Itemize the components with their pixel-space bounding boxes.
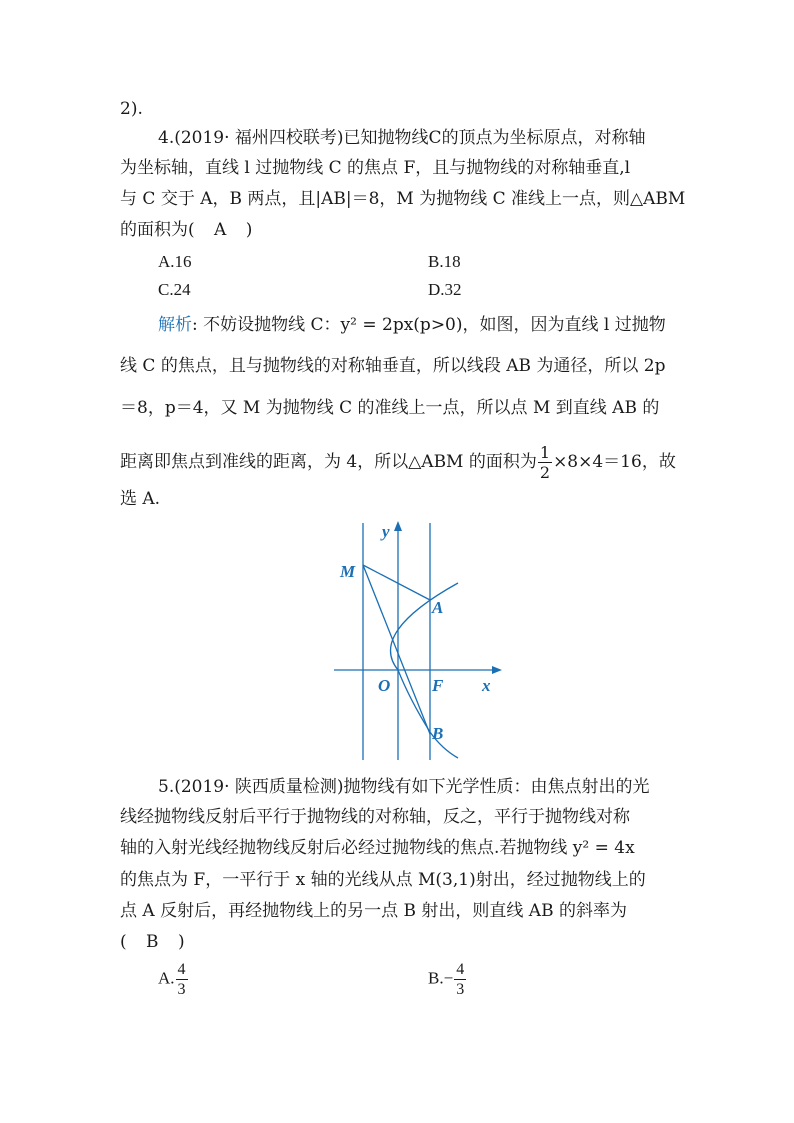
y-axis-arrow	[394, 521, 402, 531]
q5-option-a-numerator: 4	[177, 961, 186, 978]
q4-line-3: 与 C 交于 A，B 两点，且|AB|＝8，M 为抛物线 C 准线上一点，则△ABM	[120, 189, 686, 209]
q4-stem-end: 的面积为(	[120, 220, 195, 240]
q4-option-b: B.18	[428, 252, 461, 271]
x-axis-arrow	[492, 666, 502, 674]
q4-option-c: C.24	[158, 280, 191, 299]
solution-text-1: : 不妨设抛物线 C：y² = 2px(p>0)，如图，因为直线 l 过抛物	[192, 315, 666, 335]
solution-label: 解析	[158, 315, 192, 335]
solution-text-4-end: ×8×4＝16，故	[553, 452, 676, 472]
q4-line-4	[120, 219, 676, 241]
q5-line-2: 线经抛物线反射后平行于抛物线的对称轴，反之，平行于抛物线对称	[120, 807, 630, 827]
segment-ma	[363, 565, 430, 600]
q4-paren-close: )	[245, 220, 253, 240]
q5-option-b-fraction	[454, 960, 466, 999]
q5-paren-open: (	[120, 932, 127, 952]
q5-option-a	[158, 960, 189, 999]
solution-line-4	[120, 442, 676, 482]
q5-line-6	[120, 931, 676, 953]
q5-option-b-label: B.−	[428, 968, 454, 988]
q5-paren-close: )	[177, 932, 185, 952]
label-o: O	[378, 676, 391, 695]
q5-line-4: 的焦点为 F，一平行于 x 轴的光线从点 M(3,1)射出，经过抛物线上的	[120, 870, 646, 890]
label-f: F	[432, 676, 444, 695]
label-b: B	[432, 724, 444, 743]
half-fraction	[538, 443, 552, 482]
q4-option-a: A.16	[158, 252, 192, 271]
q4-line-2: 为坐标轴，直线 l 过抛物线 C 的焦点 F，且与抛物线的对称轴垂直,l	[120, 158, 631, 178]
label-m: M	[340, 562, 356, 581]
solution-line-3: ＝8，p＝4，又 M 为抛物线 C 的准线上一点，所以点 M 到直线 AB 的	[120, 398, 660, 418]
q5-option-b	[428, 960, 467, 999]
q5-answer: B	[146, 932, 159, 952]
segment-mb	[363, 565, 430, 734]
q5-option-a-denominator: 3	[177, 981, 186, 998]
solution-line-2: 线 C 的焦点，且与抛物线的对称轴垂直，所以线段 AB 为通径，所以 2p	[120, 356, 666, 376]
q5-option-a-label: A.	[158, 968, 175, 988]
label-y: y	[382, 522, 390, 541]
previous-answer-tail: 2).	[120, 99, 143, 119]
label-a: A	[432, 598, 444, 617]
solution-line-1	[158, 314, 676, 336]
q5-option-b-denominator: 3	[456, 981, 465, 998]
solution-text-4: 距离即焦点到准线的距离，为 4，所以△ABM 的面积为	[120, 452, 537, 472]
q4-answer: A	[214, 220, 227, 240]
q5-option-a-fraction	[176, 960, 188, 999]
q5-line-3: 轴的入射光线经抛物线反射后必经过抛物线的焦点.若抛物线 y² = 4x	[120, 838, 635, 858]
parabola-figure	[330, 515, 510, 765]
fraction-denominator: 2	[539, 463, 551, 482]
q4-option-d: D.32	[428, 280, 462, 299]
fraction-numerator: 1	[539, 443, 551, 462]
q4-line-1: 4.(2019· 福州四校联考)已知抛物线C的顶点为坐标原点，对称轴	[158, 128, 646, 148]
q5-line-1: 5.(2019· 陕西质量检测)抛物线有如下光学性质：由焦点射出的光	[158, 777, 650, 797]
solution-line-5: 选 A.	[120, 489, 161, 509]
label-x: x	[482, 676, 491, 695]
q5-line-5: 点 A 反射后，再经抛物线上的另一点 B 射出，则直线 AB 的斜率为	[120, 901, 627, 921]
q5-option-b-numerator: 4	[456, 961, 465, 978]
